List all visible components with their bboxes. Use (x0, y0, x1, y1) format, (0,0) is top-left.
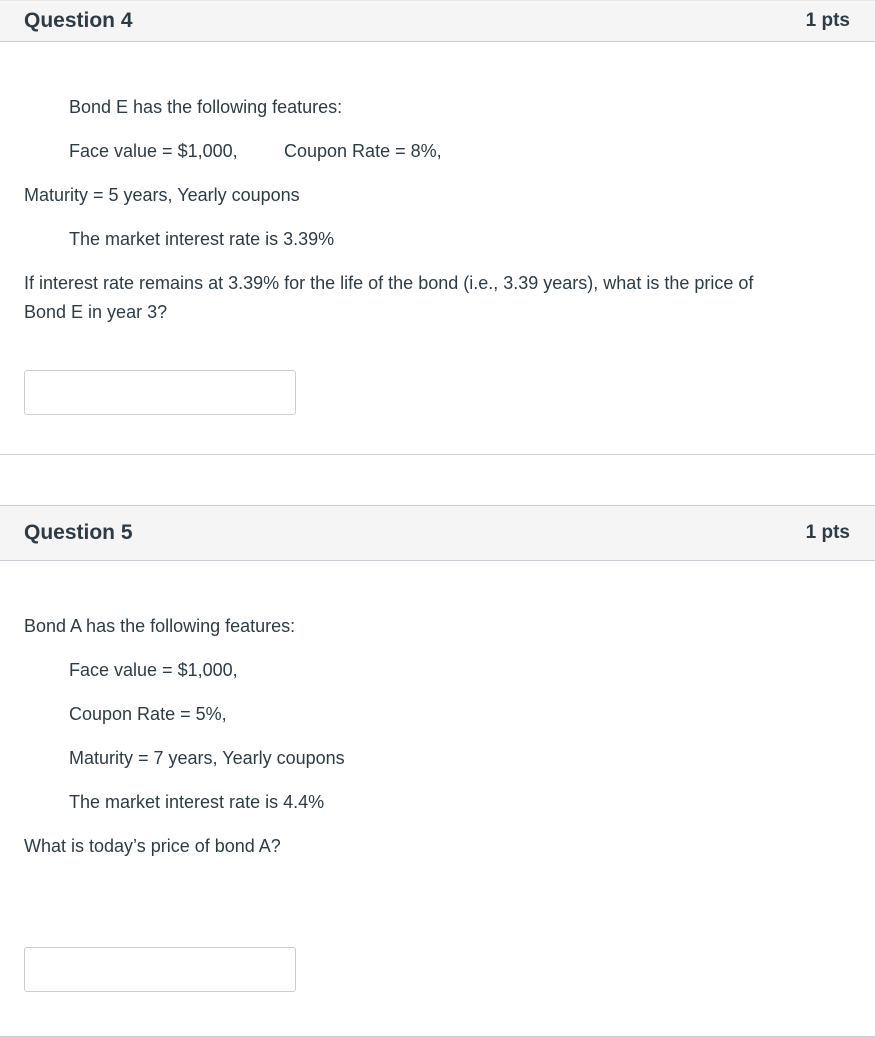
question-points: 1 pts (805, 10, 850, 31)
question-prompt-line-2: Bond E in year 3? (24, 302, 168, 322)
question-4 (0, 0, 875, 455)
question-points: 1 pts (805, 522, 850, 543)
question-text-line: Bond A has the following features: (24, 616, 296, 636)
question-prompt-line-1: If interest rate remains at 3.39% for the life of the bond (i.e., 3.39 years), what is the price of (24, 273, 754, 293)
face-value-text: Face value = $1,000, (69, 141, 238, 161)
market-rate-text: The market interest rate is 4.4% (69, 792, 325, 812)
face-value-text: Face value = $1,000, (69, 660, 238, 680)
question-prompt-line-1: What is today’s price of bond A? (24, 836, 281, 856)
answer-input[interactable] (24, 947, 296, 992)
question-text-line: Bond E has the following features: (69, 97, 343, 117)
maturity-text: Maturity = 5 years, Yearly coupons (24, 185, 300, 205)
question-title: Question 5 (24, 521, 133, 544)
question-5-header (0, 506, 875, 561)
answer-input[interactable] (24, 370, 296, 415)
question-title: Question 4 (24, 9, 133, 32)
question-5 (0, 505, 875, 1037)
maturity-text: Maturity = 7 years, Yearly coupons (69, 748, 345, 768)
coupon-rate-text: Coupon Rate = 8%, (284, 141, 442, 161)
question-4-header (0, 1, 875, 42)
coupon-rate-text: Coupon Rate = 5%, (69, 704, 227, 724)
market-rate-text: The market interest rate is 3.39% (69, 229, 335, 249)
